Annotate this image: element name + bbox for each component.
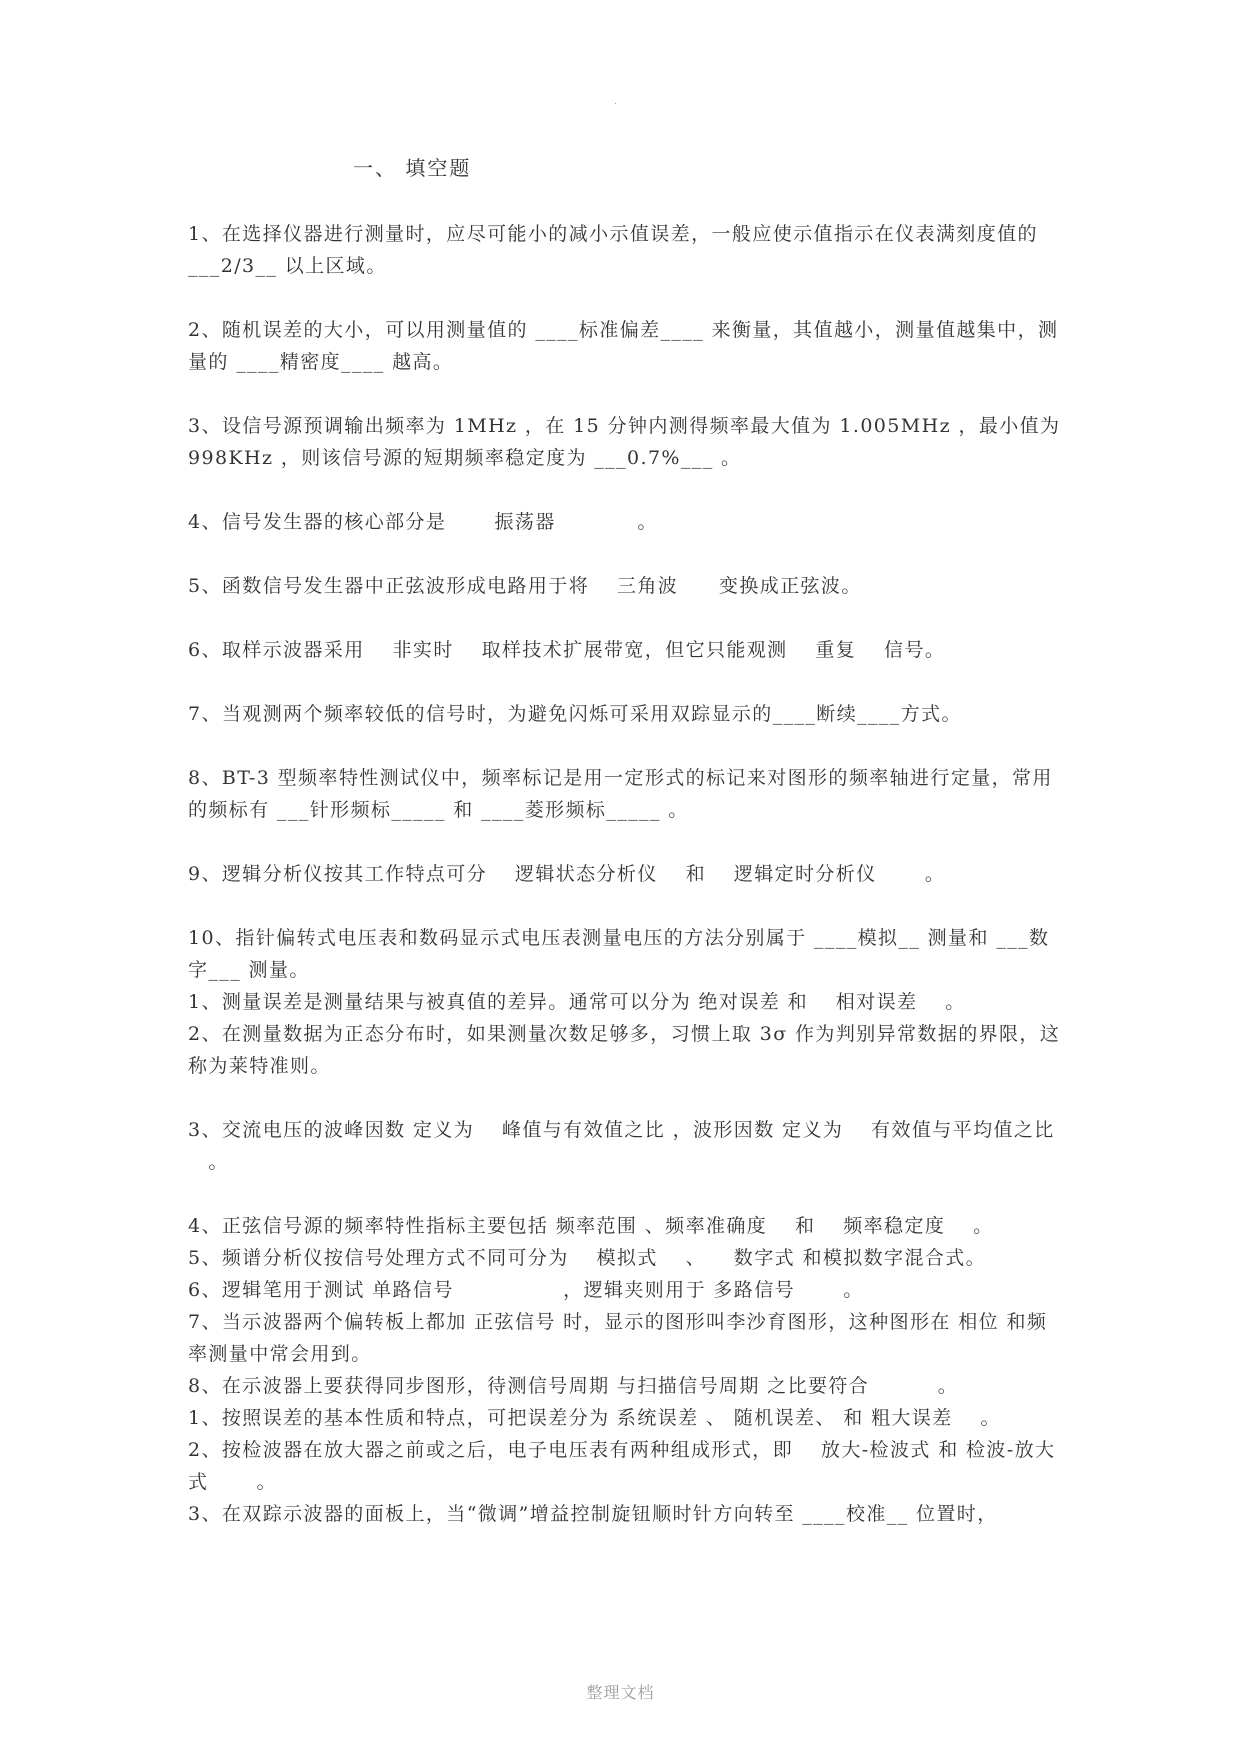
question-item: 6、取样示波器采用 非实时 取样技术扩展带宽，但它只能观测 重复 信号。 — [188, 639, 946, 661]
question-item: 5、函数信号发生器中正弦波形成电路用于将 三角波 变换成正弦波。 — [188, 575, 862, 597]
question-item: 2、随机误差的大小，可以用测量值的 ____标准偏差____ 来衡量，其值越小，测量值越集中，测量的 ____精密度____ 越高。 — [188, 319, 1059, 373]
question-item: 9、逻辑分析仪按其工作特点可分 逻辑状态分析仪 和 逻辑定时分析仪 。 — [188, 863, 946, 885]
section-title: 一、 填空题 — [353, 156, 472, 180]
header-mark: . — [614, 96, 618, 107]
question-list — [188, 218, 1063, 1530]
question-item: 5、频谱分析仪按信号处理方式不同可分为 模拟式 、 数字式 和模拟数字混合式。 — [188, 1247, 987, 1269]
question-item: 2、在测量数据为正态分布时，如果测量次数足够多，习惯上取 3σ 作为判别异常数据的界限，这称为莱特准则。 — [188, 1023, 1061, 1077]
question-item: 8、BT-3 型频率特性测试仪中，频率标记是用一定形式的标记来对图形的频率轴进行定量，常用的频标有 ___针形频标_____ 和 ____菱形频标_____ 。 — [188, 767, 1053, 821]
question-item: 3、交流电压的波峰因数 定义为 峰值与有效值之比 ，波形因数 定义为 有效值与平均值之比 。 — [188, 1119, 1055, 1173]
question-item: 3、在双踪示波器的面板上，当“微调”增益控制旋钮顺时针方向转至 ____校准__ 位置时， — [188, 1503, 998, 1525]
question-item: 1、测量误差是测量结果与被真值的差异。通常可以分为 绝对误差 和 相对误差 。 — [188, 991, 966, 1013]
question-item: 6、逻辑笔用于测试 单路信号 ，逻辑夹则用于 多路信号 。 — [188, 1279, 864, 1301]
question-item: 7、当观测两个频率较低的信号时，为避免闪烁可采用双踪显示的____断续____方式。 — [188, 703, 962, 725]
question-item: 1、按照误差的基本性质和特点，可把误差分为 系统误差 、 随机误差、 和 粗大误差 。 — [188, 1407, 1001, 1429]
question-item: 4、正弦信号源的频率特性指标主要包括 频率范围 、频率准确度 和 频率稳定度 。 — [188, 1215, 994, 1237]
question-item: 4、信号发生器的核心部分是 振荡器 。 — [188, 511, 658, 533]
question-item: 2、按检波器在放大器之前或之后，电子电压表有两种组成形式，即 放大-检波式 和 检波-放大式 。 — [188, 1439, 1056, 1493]
question-item: 10、指针偏转式电压表和数码显示式电压表测量电压的方法分别属于 ____模拟__ 测量和 ___数字___ 测量。 — [188, 927, 1050, 981]
question-item: 1、在选择仪器进行测量时，应尽可能小的减小示值误差，一般应使示值指示在仪表满刻度值的 ___2/3__ 以上区域。 — [188, 223, 1038, 277]
question-item: 8、在示波器上要获得同步图形，待测信号周期 与扫描信号周期 之比要符合 。 — [188, 1375, 959, 1397]
question-item: 3、设信号源预调输出频率为 1MHz ，在 15 分钟内测得频率最大值为 1.005MHz ，最小值为 998KHz ，则该信号源的短期频率稳定度为 ___0.7%___ 。 — [188, 415, 1061, 469]
question-item: 7、当示波器两个偏转板上都加 正弦信号 时，显示的图形叫李沙育图形，这种图形在 相位 和频率测量中常会用到。 — [188, 1311, 1048, 1365]
page-footer: 整理文档 — [586, 1683, 655, 1702]
